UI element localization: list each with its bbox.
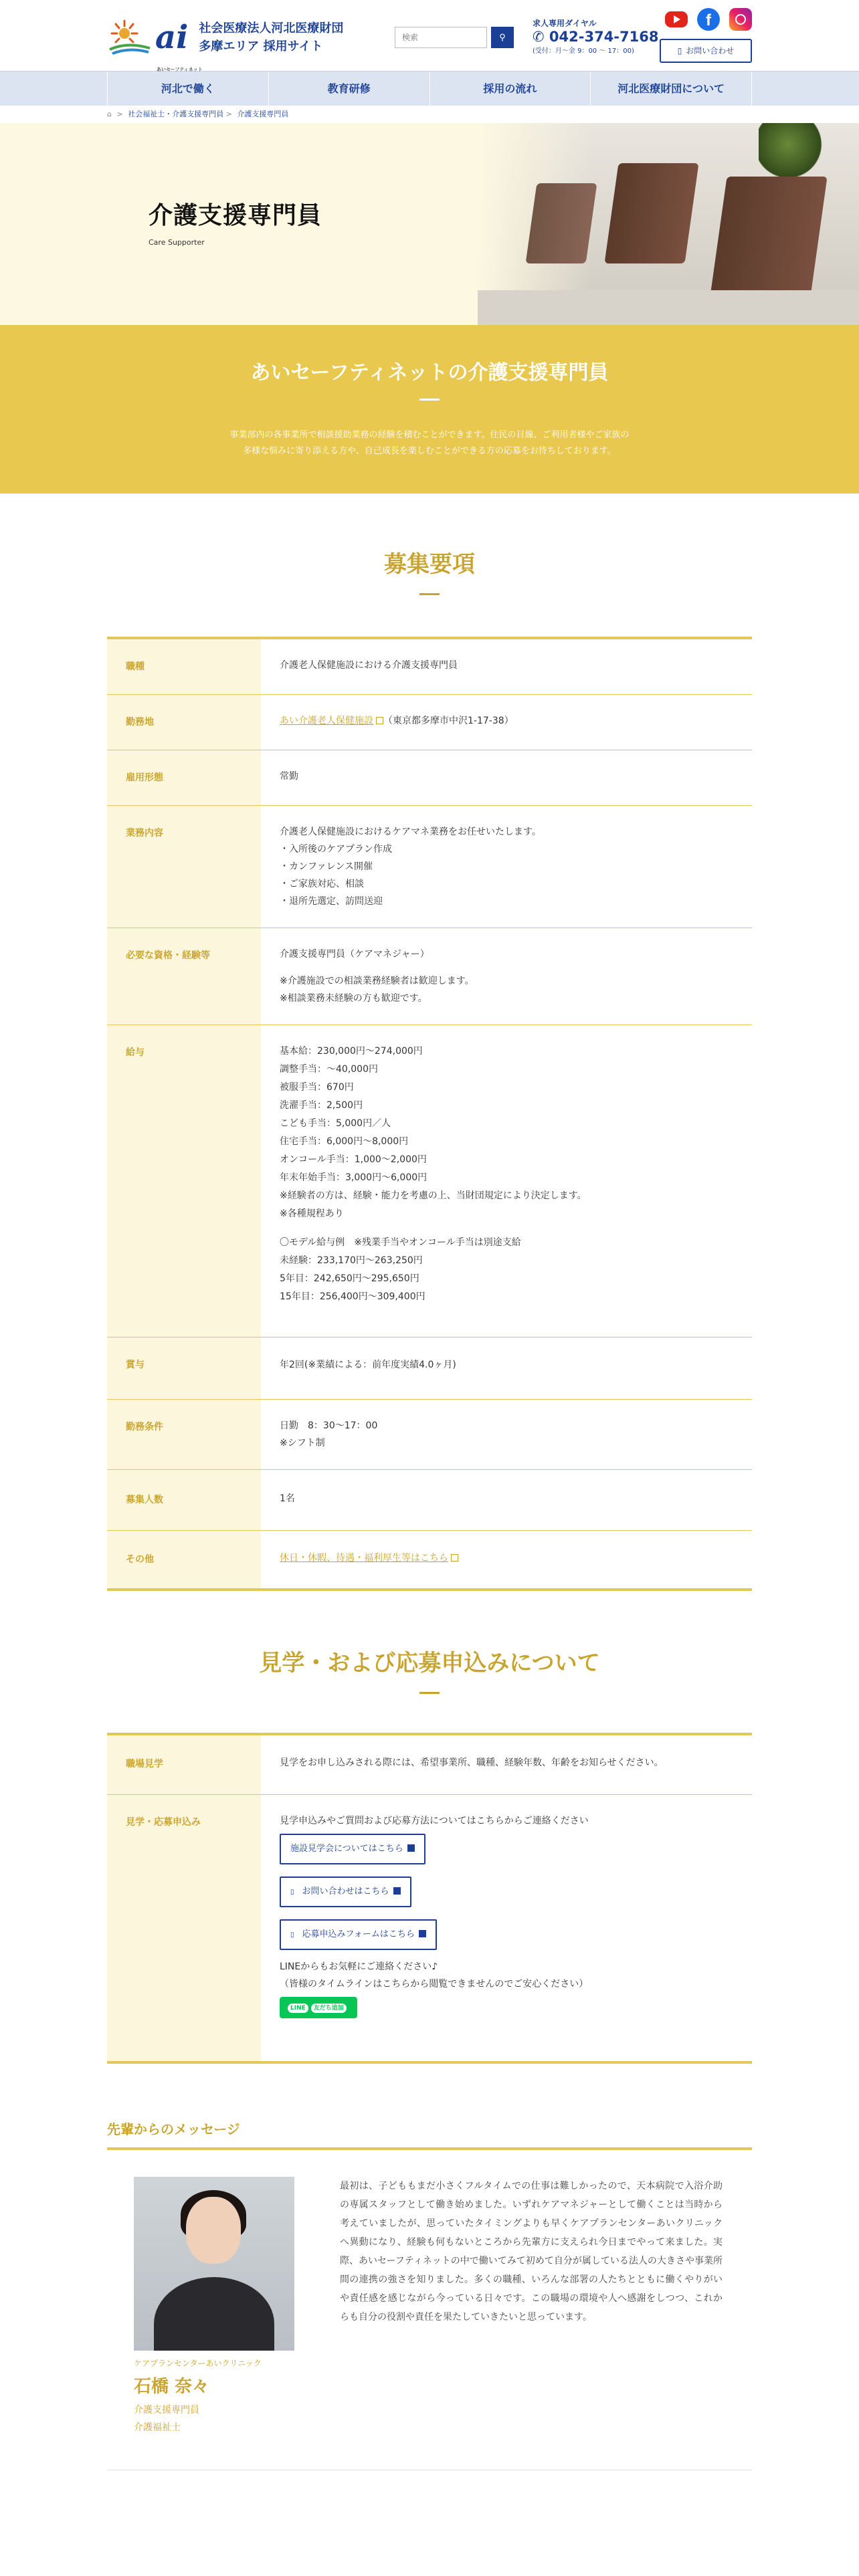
text-line: 日勤 8：30〜17：00 xyxy=(280,1420,378,1431)
row-value xyxy=(261,806,752,928)
form-icon: ▯ xyxy=(290,1931,294,1939)
org-name xyxy=(199,19,343,56)
text-line: ※相談業務未経験の方も歓迎です。 xyxy=(280,993,427,1004)
table-row xyxy=(107,806,752,928)
row-label: 賞与 xyxy=(107,1337,261,1400)
text-line: 未経験：233,170円〜263,250円 xyxy=(280,1255,423,1266)
row-label: 雇用形態 xyxy=(107,750,261,806)
nav-flow[interactable]: 採用の流れ xyxy=(430,72,591,106)
button-label: 施設見学会についてはこちら xyxy=(290,1844,403,1854)
text-line: ・ご家族対応、相談 xyxy=(280,879,364,889)
face xyxy=(186,2197,241,2264)
button-label: 友だち追加 xyxy=(311,2004,347,2013)
divider xyxy=(419,1692,440,1694)
plant-image xyxy=(759,123,832,177)
inquiry-button[interactable] xyxy=(660,39,752,63)
line-text-1: LINEからもお気軽にご連絡ください♪ xyxy=(280,1961,438,1972)
text-line: ・入所後のケアプラン作成 xyxy=(280,844,392,855)
external-link-icon xyxy=(419,1930,426,1937)
row-value xyxy=(261,1025,752,1337)
youtube-icon[interactable] xyxy=(665,11,688,27)
hero-photo xyxy=(478,123,859,325)
application-form-button[interactable] xyxy=(280,1919,437,1950)
external-link-icon xyxy=(451,1554,458,1562)
inquiry-label: お問い合わせ xyxy=(686,46,735,56)
staff-role-1: 介護支援専門員 xyxy=(134,2404,199,2416)
breadcrumb xyxy=(0,106,859,123)
divider xyxy=(419,399,440,401)
breadcrumb-parent[interactable]: 社会福祉士・介護支援専門員 xyxy=(128,110,224,118)
message-text: 最初は、子どももまだ小さくフルタイムでの仕事は難しかったので、天本病院で入浴介助の専属スタッフとして働き始めました。いずれケアマネジャーとして働くことは当時から考えていましたが、思っていたタイミングよりも早くケアプランセンターあいクリニックへ異動になり、経験も何もないところから先輩方に支えられ今日までやって来ました。実際、あいセーフティネットの中で働いてみて初めて自分が属している法人の大きさや事業所間の連携の強さを知りました。多くの職種、いろんな部署の人たちとともに働くやりがいや責任感を感じながら今っている日々です。この職場の環境や人へ感謝をしつつ、これからも自分の役割や責任を果たしていきたいと思っています。 xyxy=(340,2180,723,2323)
staff-photo xyxy=(134,2177,294,2351)
nav-work[interactable]: 河北で働く xyxy=(107,72,269,106)
line-text-2: （皆様のタイムラインはこちらから閲覧できませんのでご安心ください） xyxy=(280,1979,589,1990)
intro-title: あいセーフティネットの介護支援専門員 xyxy=(250,361,609,385)
message-body xyxy=(107,2150,752,2436)
nav-training[interactable]: 教育研修 xyxy=(269,72,430,106)
row-value: 見学をお申し込みされる際には、希望事業所、職種、経験年数、年齢をお知らせください。 xyxy=(261,1734,752,1795)
line-icon: LINE xyxy=(288,2004,308,2013)
table-row xyxy=(107,1734,752,1795)
text-line: 基本給：230,000円〜274,000円 xyxy=(280,1046,423,1057)
row-value: 1名 xyxy=(261,1470,752,1531)
button-label: お問い合わせはこちら xyxy=(302,1887,389,1897)
instagram-icon[interactable] xyxy=(729,8,752,31)
mail-icon: ▯ xyxy=(677,46,682,56)
tel-hours: (受付：月〜金 9：00 〜 17：00) xyxy=(533,47,634,55)
text-line: ・カンファレンス開催 xyxy=(280,861,373,872)
search-icon: ⚲ xyxy=(499,32,506,42)
text-line: 5年目：242,650円〜295,650円 xyxy=(280,1273,419,1284)
row-label: 給与 xyxy=(107,1025,261,1337)
button-label: 応募申込みフォームはこちら xyxy=(302,1929,415,1939)
text-line: 介護支援専門員（ケアマネジャー） xyxy=(280,949,430,960)
text-line: 調整手当：〜40,000円 xyxy=(280,1064,378,1075)
message-title: 先輩からのメッセージ xyxy=(107,2119,752,2150)
torso xyxy=(154,2277,274,2351)
intro-text-2: 多様な悩みに寄り添える方や、自己成長を楽しむことができる方の応募をお待ちしております。 xyxy=(243,446,616,456)
row-label: 募集人数 xyxy=(107,1470,261,1531)
line-add-friend-button[interactable] xyxy=(280,1997,357,2018)
breadcrumb-sep: > xyxy=(116,110,123,118)
staff-role-2: 介護福祉士 xyxy=(134,2422,181,2433)
section-title: 募集要項 xyxy=(384,551,475,578)
apply-section xyxy=(0,1591,859,2064)
site-header xyxy=(0,0,859,71)
text-line: 15年目：256,400円〜309,400円 xyxy=(280,1291,425,1302)
row-label: 業務内容 xyxy=(107,806,261,928)
facility-link[interactable]: あい介護老人保健施設 xyxy=(280,716,373,726)
table-row xyxy=(107,1337,752,1400)
nav-about[interactable]: 河北医療財団について xyxy=(591,72,752,106)
breadcrumb-sep: > xyxy=(225,110,232,118)
message-section xyxy=(107,2119,752,2470)
text-line: ※経験者の方は、経験・能力を考慮の上、当財団規定により決定します。 xyxy=(280,1190,587,1201)
intro-text-1: 事業部内の各事業所で相談援助業務の経験を積むことができます。住民の目線、ご利用者様やご家族の xyxy=(229,430,630,440)
breadcrumb-current: 介護支援専門員 xyxy=(237,110,289,118)
recruit-section xyxy=(0,494,859,1591)
row-label: 勤務条件 xyxy=(107,1400,261,1470)
text-line: 洗濯手当：2,500円 xyxy=(280,1100,363,1111)
intro-band xyxy=(0,325,859,494)
hero xyxy=(0,123,859,325)
home-icon[interactable]: ⌂ xyxy=(107,110,112,118)
text-line: こども手当：5,000円／人 xyxy=(280,1118,391,1129)
facebook-icon[interactable]: f xyxy=(697,8,720,31)
org-line1: 社会医療法人河北医療財団 xyxy=(199,21,344,35)
sun-logo-icon xyxy=(107,19,153,56)
chair-image xyxy=(526,183,597,263)
contact-button[interactable] xyxy=(280,1876,411,1907)
site-logo[interactable] xyxy=(107,19,344,72)
mail-icon: ▯ xyxy=(290,1889,294,1896)
table-row xyxy=(107,1470,752,1531)
visit-info-button[interactable] xyxy=(280,1834,425,1864)
row-value xyxy=(261,1400,752,1470)
text-line: ・退所先選定、訪問送迎 xyxy=(280,896,383,907)
external-link-icon xyxy=(393,1887,401,1895)
chair-image xyxy=(710,177,827,297)
row-label: その他 xyxy=(107,1531,261,1590)
table-row xyxy=(107,750,752,806)
search-button[interactable] xyxy=(491,27,514,48)
row-label: 職種 xyxy=(107,638,261,695)
text-line: ※シフト制 xyxy=(280,1438,325,1448)
text-line: 介護老人保健施設におけるケアマネ業務をお任せいたします。 xyxy=(280,827,541,837)
row-label: 見学・応募申込み xyxy=(107,1795,261,2062)
sns-links xyxy=(665,8,752,31)
org-line2: 多摩エリア 採用サイト xyxy=(199,39,323,53)
global-nav xyxy=(0,71,859,106)
row-value xyxy=(261,695,752,750)
external-link-icon xyxy=(376,717,383,724)
text-line: オンコール手当：1,000〜2,000円 xyxy=(280,1154,427,1165)
text-line: ※介護施設での相談業務経験者は歓迎します。 xyxy=(280,976,474,986)
text-line: 被服手当：670円 xyxy=(280,1082,354,1093)
row-value: 常勤 xyxy=(261,750,752,806)
table-row xyxy=(107,695,752,750)
apply-lead: 見学申込みやご質問および応募方法についてはこちらからご連絡ください xyxy=(280,1816,589,1826)
tel-label: 求人専用ダイヤル xyxy=(533,19,597,28)
apply-table xyxy=(107,1733,752,2064)
staff-org: ケアプランセンターあいクリニック xyxy=(134,2358,262,2368)
external-link-icon xyxy=(407,1844,415,1852)
page-subtitle: Care Supporter xyxy=(149,238,205,247)
row-value: 介護老人保健施設における介護支援専門員 xyxy=(261,638,752,695)
row-label: 職場見学 xyxy=(107,1734,261,1795)
table-surface xyxy=(478,290,859,325)
recruit-phone xyxy=(533,17,658,55)
row-value xyxy=(261,1531,752,1590)
search-input[interactable] xyxy=(395,27,487,48)
phone-icon: ✆ xyxy=(533,29,549,45)
profile xyxy=(134,2177,294,2436)
text-line: 〇モデル給与例 ※残業手当やオンコール手当は別途支給 xyxy=(280,1237,521,1248)
row-value xyxy=(261,1795,752,2062)
logo-sub: あいセーフティネット xyxy=(157,66,203,72)
chair-image xyxy=(604,163,698,263)
search-form xyxy=(395,27,514,48)
tel-number[interactable] xyxy=(533,29,658,45)
row-value: 年2回(※業績による：前年度実績4.0ヶ月) xyxy=(261,1337,752,1400)
row-label: 勤務地 xyxy=(107,695,261,750)
table-row xyxy=(107,1025,752,1337)
address: （東京都多摩市中沢1-17-38） xyxy=(383,716,514,726)
row-label: 必要な資格・経験等 xyxy=(107,928,261,1025)
table-row xyxy=(107,928,752,1025)
text-line: ※各種規程あり xyxy=(280,1208,344,1219)
text-line: 住宅手当：6,000円〜8,000円 xyxy=(280,1136,409,1147)
row-value xyxy=(261,928,752,1025)
text-line: 年末年始手当：3,000円〜6,000円 xyxy=(280,1172,427,1183)
table-row xyxy=(107,638,752,695)
recruit-table xyxy=(107,637,752,1591)
table-row xyxy=(107,1795,752,2062)
benefits-link[interactable]: 休日・休暇、待遇・福利厚生等はこちら xyxy=(280,1553,448,1564)
section-title: 見学・および応募申込みについて xyxy=(259,1650,600,1677)
page-title: 介護支援専門員 xyxy=(149,202,322,229)
logo-ai-mark: ai あいセーフティネット xyxy=(155,20,188,55)
staff-name: 石橋 奈々 xyxy=(134,2376,210,2397)
table-row xyxy=(107,1400,752,1470)
divider xyxy=(419,593,440,595)
table-row xyxy=(107,1531,752,1590)
tel-number-text: 042-374-7168 xyxy=(549,29,659,45)
